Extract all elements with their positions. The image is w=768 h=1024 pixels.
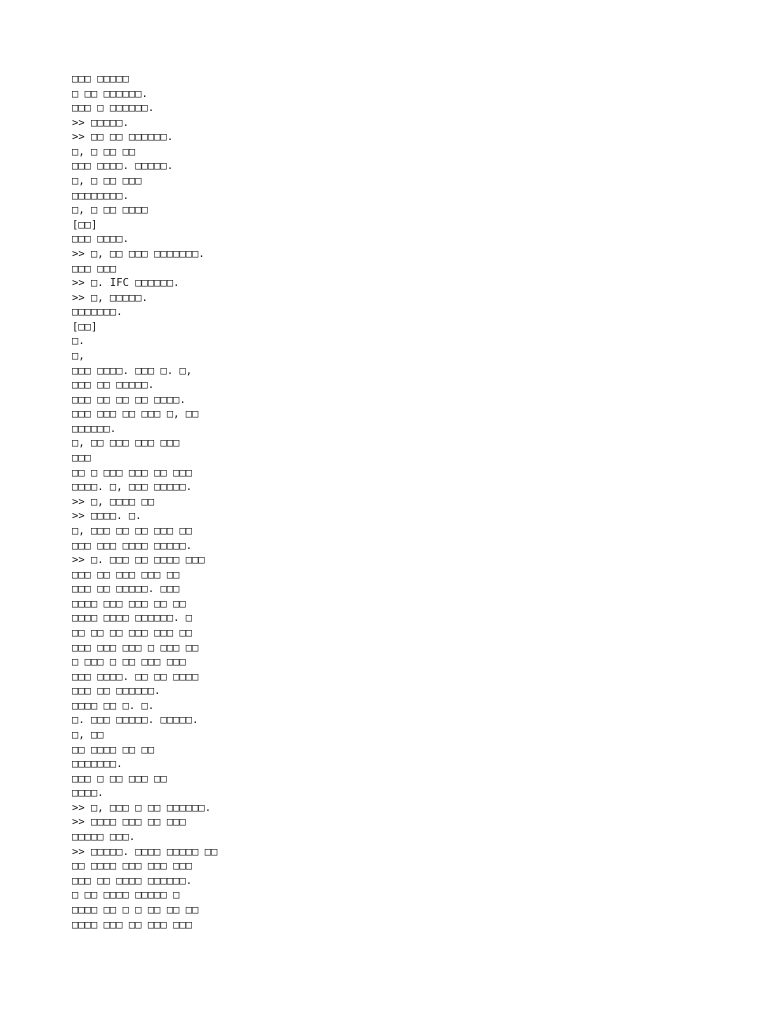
text-line: >> □□ □□ □□□□□□. [72, 131, 174, 144]
text-line: □□□ □□□ □□□ □ □□□ □□ [72, 641, 199, 654]
text-line: □□□□ □□□□ □□□□□□. □ [72, 612, 193, 625]
text-line: □□□ □□ □□□□□□. [72, 685, 161, 698]
text-line: [□□] [72, 320, 98, 333]
text-line: □ □□□ □ □□ □□□ □□□ [72, 656, 186, 669]
text-line: □, □□ □□□ □□□ □□□ [72, 437, 180, 450]
text-line: □□□ □□ □□□□ □□□□□□. [72, 874, 193, 887]
text-line: □, □□ [72, 729, 104, 742]
text-line: □□□ □□□□. [72, 233, 129, 246]
text-line: □□□□ □□ □ □ □□ □□ □□ [72, 903, 199, 916]
text-line: □, □ □□ □□ [72, 145, 136, 158]
text-line: □□□ [72, 452, 91, 465]
text-line: □□□□□□□. [72, 306, 123, 319]
text-line: □□ □□□□ □□□ □□□ □□□ [72, 860, 193, 873]
text-line: □□□□. □, □□□ □□□□□. [72, 481, 193, 494]
text-line: □□□ □□□□□ [72, 73, 129, 85]
text-line: □□□□□□□□. [72, 189, 129, 202]
text-line: >> □, □□ □□□ □□□□□□□. [72, 247, 205, 260]
text-line: □, □ □□ □□□ [72, 175, 142, 188]
text-line: □□□ □ □□ □□□ □□ [72, 772, 167, 785]
text-line: □, □□□ □□ □□ □□□ □□ [72, 524, 193, 537]
text-line: □□□□□□. [72, 422, 117, 435]
text-line: □□□ □□□□. □□□□□. [72, 160, 174, 173]
text-line: □ □□ □□□□□□. [72, 87, 148, 100]
text-line: □□□□□ □□□. [72, 831, 136, 844]
text-line: □□□□. [72, 787, 104, 800]
text-line: □□□ □□□ □□□□ □□□□□. [72, 539, 193, 552]
text-line: □□□□ □□□ □□ □□□ □□□ [72, 918, 193, 931]
text-line: □□□ □□□ [72, 262, 117, 275]
transcript-text-body [72, 72, 692, 932]
text-line: □. [72, 335, 85, 348]
text-line: □□□ □□□□. □□□ □. □, [72, 364, 193, 377]
text-line: □□□□ □□ □. □. [72, 699, 155, 712]
text-line: >> □, □□□□ □□ [72, 495, 155, 508]
text-line: [□□] [72, 218, 98, 231]
text-line: □□□ □□□□. □□ □□ □□□□ [72, 670, 199, 683]
text-line: □□□ □□ □□□□□. [72, 379, 155, 392]
text-line: □, □ □□ □□□□ [72, 204, 148, 217]
text-line: □□□□ □□□ □□□ □□ □□ [72, 597, 186, 610]
text-line: >> □□□□□. □□□□ □□□□□ □□ [72, 845, 218, 858]
text-line: □□□ □□□ □□ □□□ □, □□ [72, 408, 199, 421]
text-line: □. □□□ □□□□□. □□□□□. [72, 714, 199, 727]
text-line: >> □. □□□ □□ □□□□ □□□ [72, 554, 205, 567]
text-line: □, [72, 349, 85, 362]
text-line: □□□□□□□. [72, 758, 123, 771]
text-line: □□ □□ □□ □□□ □□□ □□ [72, 626, 193, 639]
text-line: □□□ □ □□□□□□. [72, 102, 155, 115]
text-line: □ □□ □□□□ □□□□□ □ [72, 889, 180, 902]
text-line: >> □. IFC □□□□□□. [72, 277, 180, 290]
text-line: >> □, □□□□□. [72, 291, 148, 304]
text-line: □□ □□□□ □□ □□ [72, 743, 155, 756]
text-line: □□ □ □□□ □□□ □□ □□□ [72, 466, 193, 479]
text-line: >> □, □□□ □ □□ □□□□□□. [72, 801, 212, 814]
text-line: □□□ □□ □□ □□ □□□□. [72, 393, 186, 406]
text-line: >> □□□□. □. [72, 510, 142, 523]
text-line: □□□ □□ □□□□□. □□□ [72, 583, 180, 596]
text-line: □□□ □□ □□□ □□□ □□ [72, 568, 180, 581]
text-line: >> □□□□□. [72, 116, 129, 129]
text-line: >> □□□□ □□□ □□ □□□ [72, 816, 186, 829]
